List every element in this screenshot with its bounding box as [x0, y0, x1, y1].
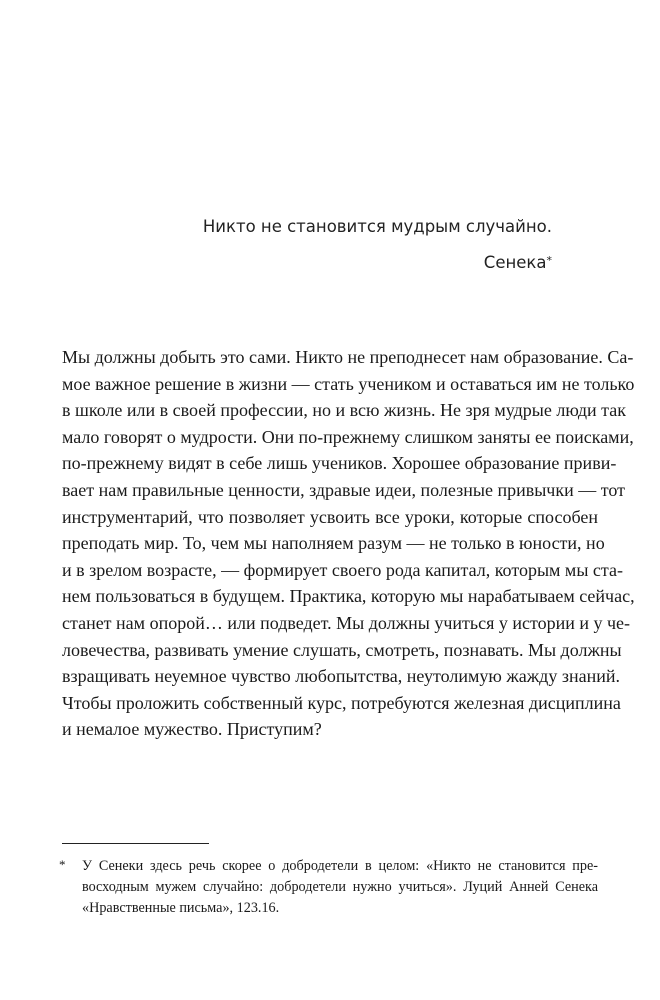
- paragraph-line: в школе или в своей профессии, но и всю жизнь. Не зря мудрые люди так: [62, 400, 626, 421]
- footnote-separator: [62, 843, 209, 844]
- epigraph-author-name: Сенека: [483, 253, 547, 272]
- footnote-mark: *: [59, 857, 66, 872]
- paragraph-line: инструментарий, что позволяет усвоить все уроки, которые способен: [62, 506, 598, 527]
- footnote-line: У Сенеки здесь речь скорее о добродетели в целом: «Никто не становится пре-: [82, 858, 598, 874]
- paragraph-line: Мы должны добыть это сами. Никто не преподнесет нам образование. Са-: [62, 347, 634, 367]
- paragraph-line: мало говорят о мудрости. Они по-прежнему слишком заняты ее поисками,: [62, 426, 634, 447]
- paragraph-line: вает нам правильные ценности, здравые идеи, полезные привычки — тот: [62, 479, 625, 500]
- footnote-reference-mark: *: [546, 254, 552, 267]
- footnote-line: восходным мужем случайно: добродетели нужно учиться». Луций Анней Сенека: [82, 879, 598, 895]
- epigraph: [203, 214, 552, 276]
- paragraph-line: ловечества, развивать умение слушать, смотреть, познавать. Мы должны: [62, 639, 622, 660]
- epigraph-quote: Никто не становится мудрым случайно.: [202, 217, 552, 236]
- paragraph-line: нем пользоваться в будущем. Практика, которую мы нарабатываем сейчас,: [62, 586, 635, 607]
- paragraph-line: преподать мир. То, чем мы наполняем разум — не только в юности, но: [62, 533, 605, 554]
- paragraph-line: Чтобы проложить собственный курс, потребуются железная дисциплина: [62, 692, 621, 713]
- main-paragraph: [62, 344, 635, 743]
- footnote-line: «Нравственные письма», 123.16.: [82, 900, 280, 916]
- paragraph-line: взращивать неуемное чувство любопытства, неутолимую жажду знаний.: [62, 666, 620, 687]
- footnote: [59, 856, 598, 919]
- paragraph-line: мое важное решение в жизни — стать учеником и оставаться им не только: [62, 373, 635, 394]
- paragraph-line: и в зрелом возрасте, — формирует своего рода капитал, которым мы ста-: [62, 559, 623, 580]
- paragraph-line: станет нам опорой… или подведет. Мы должны учиться у истории и у че-: [62, 612, 631, 633]
- paragraph-line: по-прежнему видят в себе лишь учеников. Хорошее образование приви-: [62, 453, 617, 474]
- epigraph-author: [203, 250, 552, 276]
- paragraph-line: и немалое мужество. Приступим?: [62, 719, 322, 740]
